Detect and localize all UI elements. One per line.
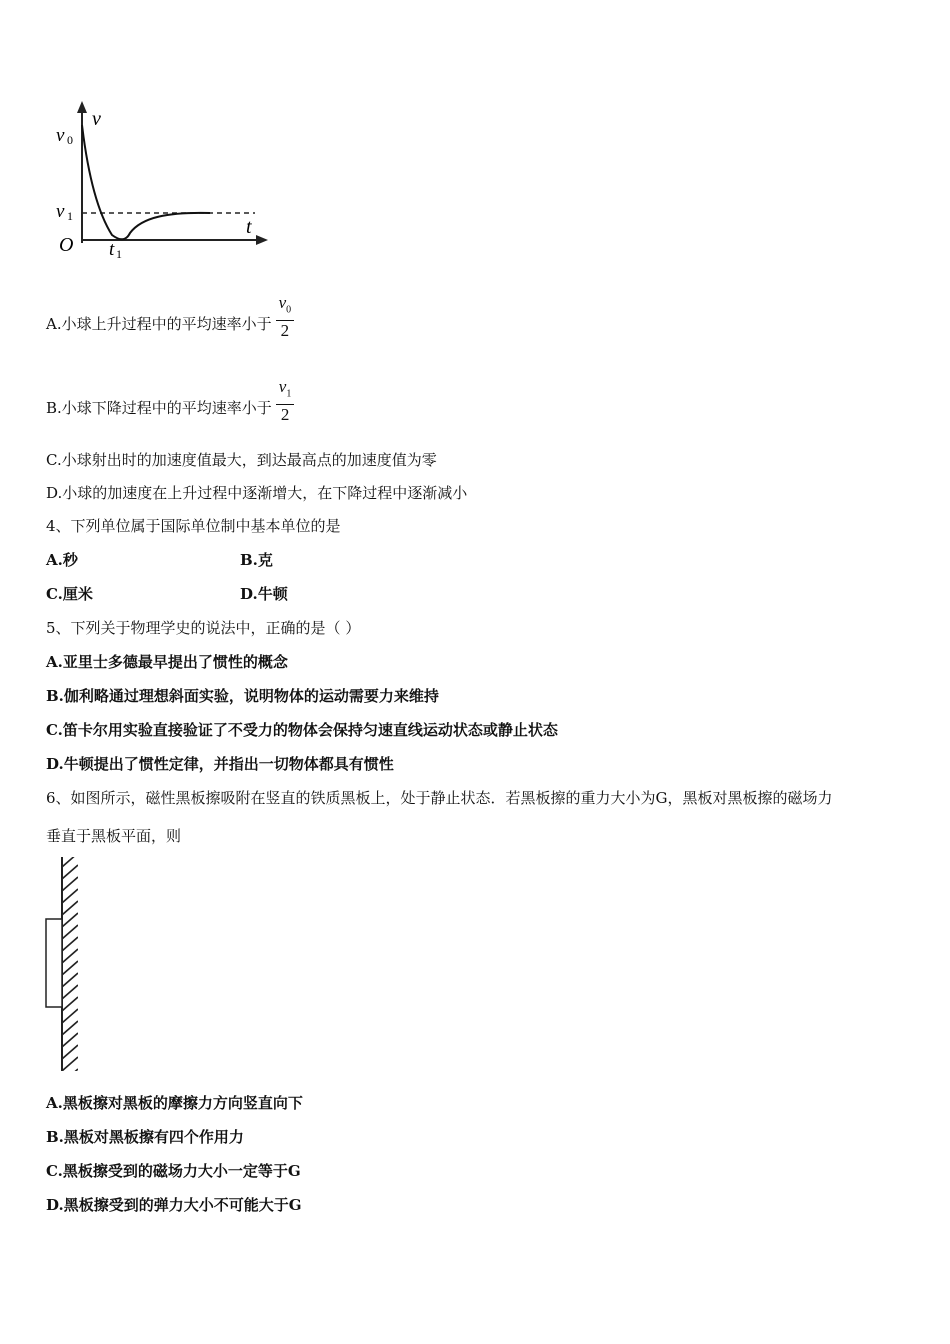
v1-sub: 1	[67, 209, 73, 223]
q3-option-c: C.小球射出时的加速度值最大，到达最高点的加速度值为零	[46, 451, 437, 469]
q6-option-b: B.黑板对黑板擦有四个作用力	[46, 1128, 244, 1146]
v-axis-label: v	[92, 108, 101, 130]
v-axis-arrow	[77, 101, 87, 113]
q4-options-row2	[46, 584, 446, 604]
q6-option-c: C.黑板擦受到的磁场力大小一定等于G	[46, 1162, 301, 1180]
q5-option-c: C.笛卡尔用实验直接验证了不受力的物体会保持匀速直线运动状态或静止状态	[46, 721, 558, 739]
t1-sub: 1	[116, 247, 122, 261]
q5-stem: 5、下列关于物理学史的说法中，正确的是（ ）	[46, 619, 361, 637]
q3-option-d: D.小球的加速度在上升过程中逐渐增大，在下降过程中逐渐减小	[46, 484, 468, 502]
q5-option-d: D.牛顿提出了惯性定律，并指出一切物体都具有惯性	[46, 755, 394, 773]
frac-sub: 0	[286, 304, 292, 316]
velocity-curve	[82, 125, 210, 239]
v1-label: v	[56, 201, 65, 222]
q4-option-b: B.克	[240, 551, 273, 569]
q6-option-d: D.黑板擦受到的弹力大小不可能大于G	[46, 1196, 302, 1214]
q6-stem-line2: 垂直于黑板平面，则	[46, 827, 182, 845]
q4-options-row1	[46, 550, 446, 570]
v0-label: v	[56, 125, 65, 146]
v1-over-2-fraction	[276, 378, 295, 424]
q6-option-a: A.黑板擦对黑板的摩擦力方向竖直向下	[46, 1094, 303, 1112]
frac-num: v	[278, 293, 287, 312]
q3-option-a	[46, 293, 294, 348]
origin-label: O	[59, 234, 74, 256]
v0-over-2-fraction	[276, 294, 295, 340]
blackboard-hatching	[62, 855, 78, 1075]
frac-den: 2	[280, 321, 290, 341]
q4-option-c: C.厘米	[46, 585, 93, 603]
velocity-time-graph	[50, 95, 290, 265]
frac-sub: 1	[286, 388, 292, 400]
q3-option-b-text: B.小球下降过程中的平均速率小于	[46, 399, 272, 418]
q6-stem-line1: 6、如图所示，磁性黑板擦吸附在竖直的铁质黑板上，处于静止状态．若黑板擦的重力大小为G，黑板对黑板擦的磁场力	[46, 789, 833, 807]
q5-option-a: A.亚里士多德最早提出了惯性的概念	[46, 653, 288, 671]
frac-num: v	[278, 377, 287, 396]
t-axis-arrow	[256, 235, 268, 245]
blackboard-eraser-diagram	[40, 855, 100, 1075]
q3-option-a-text: A.小球上升过程中的平均速率小于	[46, 315, 272, 334]
t-axis-label: t	[246, 216, 252, 238]
frac-den: 2	[280, 405, 290, 425]
q4-option-d: D.牛顿	[240, 585, 288, 603]
eraser-block	[46, 919, 62, 1007]
q4-stem: 4、下列单位属于国际单位制中基本单位的是	[46, 517, 341, 535]
q3-option-b	[46, 377, 294, 432]
q5-option-b: B.伽利略通过理想斜面实验，说明物体的运动需要力来维持	[46, 687, 439, 705]
v0-sub: 0	[67, 133, 73, 147]
q4-option-a: A.秒	[46, 551, 78, 569]
t1-label: t	[109, 239, 115, 260]
